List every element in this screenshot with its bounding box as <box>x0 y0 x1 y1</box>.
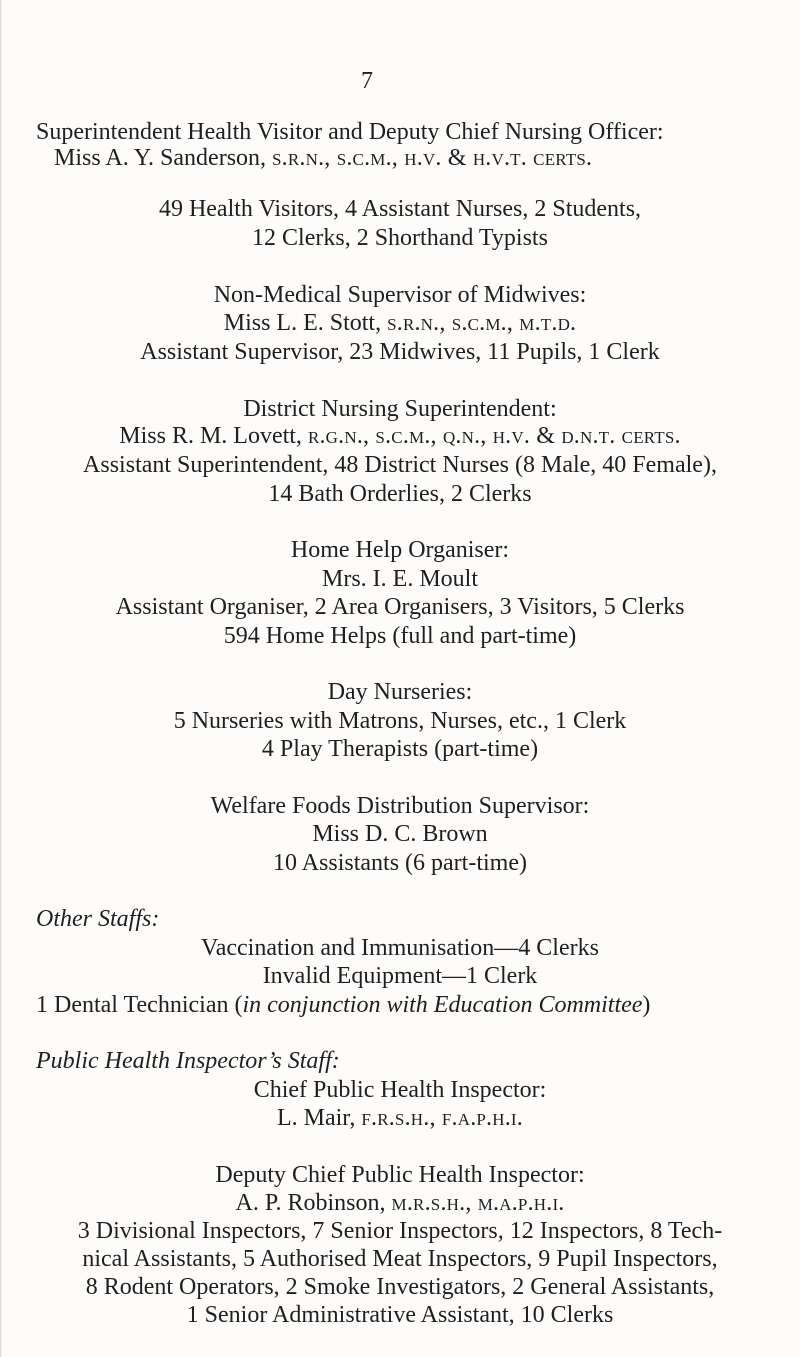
deputy-inspector-name: A. P. Robinson, <box>235 1190 386 1216</box>
midwives-qualifications: s.r.n., s.c.m., m.t.d. <box>387 310 577 336</box>
dental-conjunction-note: in conjunction with Education Committee <box>242 992 643 1018</box>
deputy-inspector-title: Deputy Chief Public Health Inspector: <box>215 1162 585 1188</box>
district-nursing-name: Miss R. M. Lovett, <box>119 423 302 449</box>
dental-technician-line <box>36 990 796 1020</box>
public-health-staff-line-2: nical Assistants, 5 Authorised Meat Inspectors, 9 Pupil Inspectors, <box>82 1246 718 1272</box>
public-health-heading: Public Health Inspector’s Staff: <box>36 1048 340 1074</box>
district-nursing-staff-line-1: Assistant Superintendent, 48 District Nurses (8 Male, 40 Female), <box>83 452 717 478</box>
chief-inspector-name-line <box>0 1103 800 1133</box>
nursing-title: Superintendent Health Visitor and Deputy Chief Nursing Officer: <box>36 119 664 145</box>
dental-suffix: ) <box>642 992 651 1018</box>
day-nurseries-staff-line-2: 4 Play Therapists (part-time) <box>261 736 539 762</box>
nursing-staff-line-2: 12 Clerks, 2 Shorthand Typists <box>252 225 548 251</box>
deputy-inspector-name-line <box>0 1188 800 1218</box>
midwives-name-line <box>0 308 800 338</box>
district-nursing-qualifications: r.g.n., s.c.m., q.n., h.v. & d.n.t. certs. <box>307 423 681 449</box>
chief-inspector-name: L. Mair, <box>276 1105 356 1131</box>
dental-prefix: 1 Dental Technician ( <box>36 992 243 1018</box>
nursing-staff-line-1: 49 Health Visitors, 4 Assistant Nurses, 2 Students, <box>158 196 642 222</box>
midwives-staff: Assistant Supervisor, 23 Midwives, 11 Pupils, 1 Clerk <box>140 339 660 365</box>
public-health-staff-line-3: 8 Rodent Operators, 2 Smoke Investigators, 2 General Assistants, <box>85 1274 715 1300</box>
home-help-staff-line-1: Assistant Organiser, 2 Area Organisers, 3 Visitors, 5 Clerks <box>115 594 685 620</box>
page-number: 7 <box>361 68 373 94</box>
district-nursing-staff-line-2: 14 Bath Orderlies, 2 Clerks <box>268 481 532 507</box>
invalid-equipment-staff: Invalid Equipment—1 Clerk <box>262 963 538 989</box>
public-health-staff-line-1: 3 Divisional Inspectors, 7 Senior Inspectors, 12 Inspectors, 8 Tech- <box>77 1218 723 1244</box>
district-nursing-name-line <box>0 421 800 451</box>
district-nursing-title: District Nursing Superintendent: <box>243 396 557 422</box>
welfare-foods-staff: 10 Assistants (6 part-time) <box>273 850 527 876</box>
other-staffs-heading: Other Staffs: <box>36 906 160 932</box>
vaccination-staff: Vaccination and Immunisation—4 Clerks <box>201 935 599 961</box>
nursing-name: Miss A. Y. Sanderson, <box>54 145 267 171</box>
day-nurseries-staff-line-1: 5 Nurseries with Matrons, Nurses, etc., 1 Clerk <box>173 708 627 734</box>
midwives-name: Miss L. E. Stott, <box>223 310 382 336</box>
deputy-inspector-qualifications: m.r.s.h., m.a.p.h.i. <box>391 1190 565 1216</box>
home-help-staff-line-2: 594 Home Helps (full and part-time) <box>223 623 577 649</box>
home-help-name: Mrs. I. E. Moult <box>322 566 478 592</box>
nursing-qualifications: s.r.n., s.c.m., h.v. & h.v.t. certs. <box>272 145 593 171</box>
day-nurseries-title: Day Nurseries: <box>327 679 473 705</box>
home-help-title: Home Help Organiser: <box>290 537 510 563</box>
midwives-title: Non-Medical Supervisor of Midwives: <box>213 282 587 308</box>
nursing-name-line <box>54 143 794 173</box>
welfare-foods-title: Welfare Foods Distribution Supervisor: <box>210 793 590 819</box>
chief-inspector-title: Chief Public Health Inspector: <box>253 1077 547 1103</box>
public-health-staff-line-4: 1 Senior Administrative Assistant, 10 Clerks <box>186 1302 614 1328</box>
welfare-foods-name: Miss D. C. Brown <box>312 821 488 847</box>
chief-inspector-qualifications: f.r.s.h., f.a.p.h.i. <box>361 1105 523 1131</box>
